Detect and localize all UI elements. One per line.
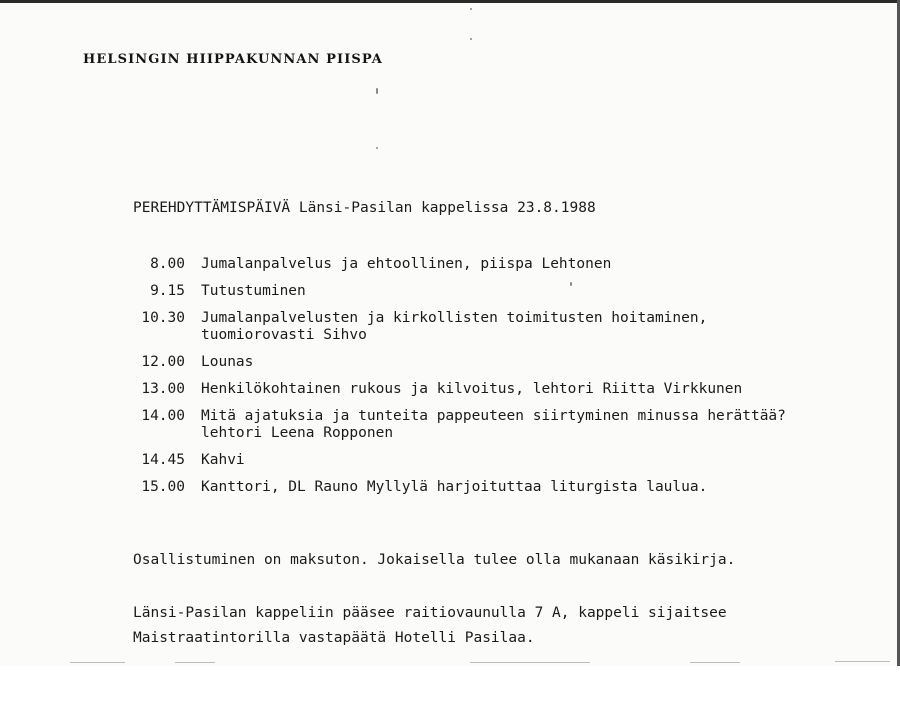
schedule-item — [133, 310, 853, 344]
scan-bottom-margin — [0, 666, 900, 726]
scan-top-edge — [0, 0, 900, 3]
schedule-item — [133, 479, 853, 496]
schedule-time: 15.00 — [141, 479, 185, 495]
schedule-description: Jumalanpalvelus ja ehtoollinen, piispa Lehtonen — [201, 256, 612, 272]
schedule-item — [133, 408, 853, 442]
scan-speck — [376, 88, 378, 94]
schedule-item — [133, 354, 853, 371]
scan-artifact-line — [70, 662, 125, 663]
schedule-time: 9.15 — [150, 283, 185, 299]
schedule-description: Mitä ajatuksia ja tunteita pappeuteen siirtyminen minussa herättää? lehtori Leena Ropponen — [201, 408, 786, 441]
schedule-time: 10.30 — [141, 310, 185, 326]
participation-note: Osallistuminen on maksuton. Jokaisella tulee olla mukanaan käsikirja. — [133, 552, 736, 568]
directions-note: Länsi-Pasilan kappeliin pääsee raitiovaunulla 7 A, kappeli sijaitsee Maistraatintorilla vastapäätä Hotelli Pasilaa. — [133, 605, 727, 646]
schedule-list — [133, 256, 853, 506]
schedule-time: 12.00 — [141, 354, 185, 370]
schedule-description: Jumalanpalvelusten ja kirkollisten toimitusten hoitaminen, tuomiorovasti Sihvo — [201, 310, 708, 343]
scan-artifact-line — [835, 661, 890, 662]
letterhead: HELSINGIN HIIPPAKUNNAN PIISPA — [83, 52, 383, 67]
schedule-time: 14.45 — [141, 452, 185, 468]
scan-artifact-line — [175, 662, 215, 663]
schedule-time: 13.00 — [141, 381, 185, 397]
scan-speck — [470, 8, 472, 10]
schedule-item — [133, 452, 853, 469]
scan-artifact-line — [470, 662, 590, 663]
schedule-description: Henkilökohtainen rukous ja kilvoitus, lehtori Riitta Virkkunen — [201, 381, 743, 397]
scan-speck — [376, 147, 378, 149]
schedule-description: Kanttori, DL Rauno Myllylä harjoituttaa liturgista laulua. — [201, 479, 708, 495]
schedule-item — [133, 256, 853, 273]
schedule-time: 14.00 — [141, 408, 185, 424]
schedule-time: 8.00 — [150, 256, 185, 272]
schedule-description: Lounas — [201, 354, 254, 370]
schedule-item — [133, 381, 853, 398]
scan-artifact-line — [690, 662, 740, 663]
schedule-item — [133, 283, 853, 300]
event-title: PEREHDYTTÄMISPÄIVÄ Länsi-Pasilan kappelissa 23.8.1988 — [133, 200, 596, 216]
schedule-description: Kahvi — [201, 452, 245, 468]
scan-speck — [470, 38, 472, 40]
schedule-description: Tutustuminen — [201, 283, 306, 299]
